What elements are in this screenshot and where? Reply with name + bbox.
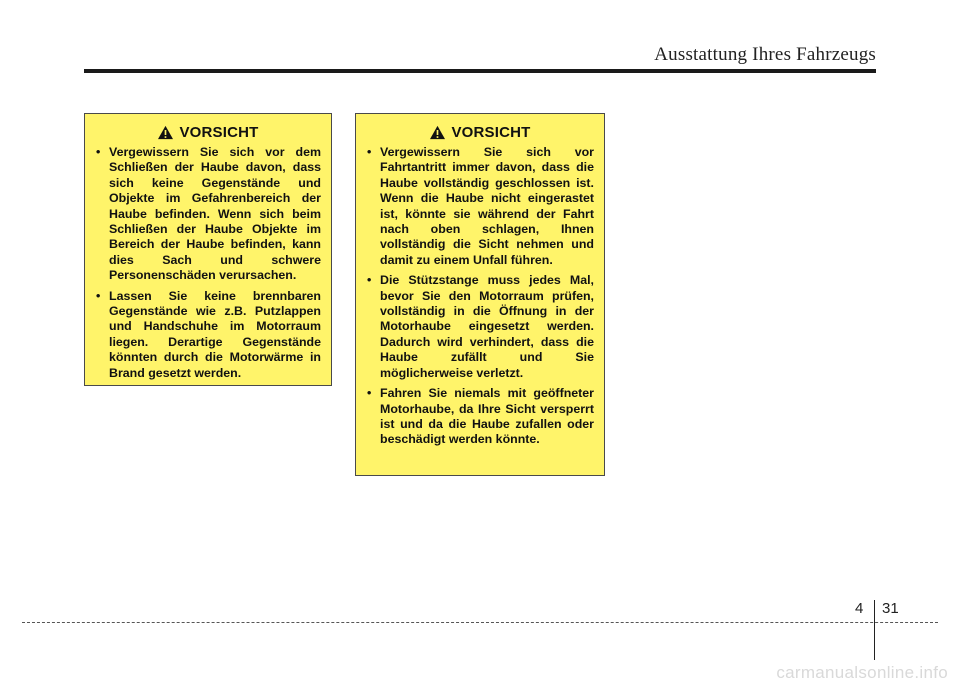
caution-list <box>366 145 594 448</box>
caution-item: • Vergewissern Sie sich vor Fahrtantritt immer davon, dass die Haube vollständig geschlossen ist. Wenn die Haube nicht eingerastet ist, könnte sie während der Fahrt nach oben schlagen, Ihnen vollständig die Sicht nehmen und damit zu einem Unfall führen. <box>366 145 594 268</box>
header-rule <box>84 69 876 73</box>
caution-heading <box>95 124 321 141</box>
caution-box-right <box>355 113 605 476</box>
caution-item: • Vergewissern Sie sich vor dem Schließen der Haube davon, dass sich keine Gegenstände und Objekte im Gefahrenbereich der Haube befinden. Wenn sich beim Schließen der Haube Objekte im Bereich der Haube befinden, kann dies Sach und schwere Personenschäden verursachen. <box>95 145 321 284</box>
page-number-divider <box>874 600 875 660</box>
caution-heading-text: VORSICHT <box>179 124 259 141</box>
caution-heading <box>366 124 594 141</box>
watermark: carmanualsonline.info <box>776 663 948 682</box>
caution-list <box>95 145 321 381</box>
caution-heading-text: VORSICHT <box>451 124 531 141</box>
chapter-number: 4 <box>855 600 864 617</box>
caution-box-left <box>84 113 332 386</box>
warning-triangle-icon <box>429 125 446 140</box>
page-number: 31 <box>882 600 899 617</box>
caution-item: • Lassen Sie keine brennbaren Gegenstände wie z.B. Putzlappen und Handschuhe im Motorraum liegen. Derartige Gegenstände könnten durch die Motorwärme in Brand gesetzt werden. <box>95 289 321 381</box>
warning-triangle-icon <box>157 125 174 140</box>
caution-item: • Die Stützstange muss jedes Mal, bevor Sie den Motorraum prüfen, vollständig in die Öffnung in der Motorhaube eingesetzt werden. Dadurch wird verhindert, dass die Haube zufällt und Sie möglicherweise verletzt. <box>366 273 594 381</box>
caution-item: • Fahren Sie niemals mit geöffneter Motorhaube, da Ihre Sicht versperrt ist und da die Haube zufallen oder beschädigt werden könnte. <box>366 386 594 448</box>
footer-rule <box>22 622 938 623</box>
page-header-title: Ausstattung Ihres Fahrzeugs <box>654 44 876 65</box>
